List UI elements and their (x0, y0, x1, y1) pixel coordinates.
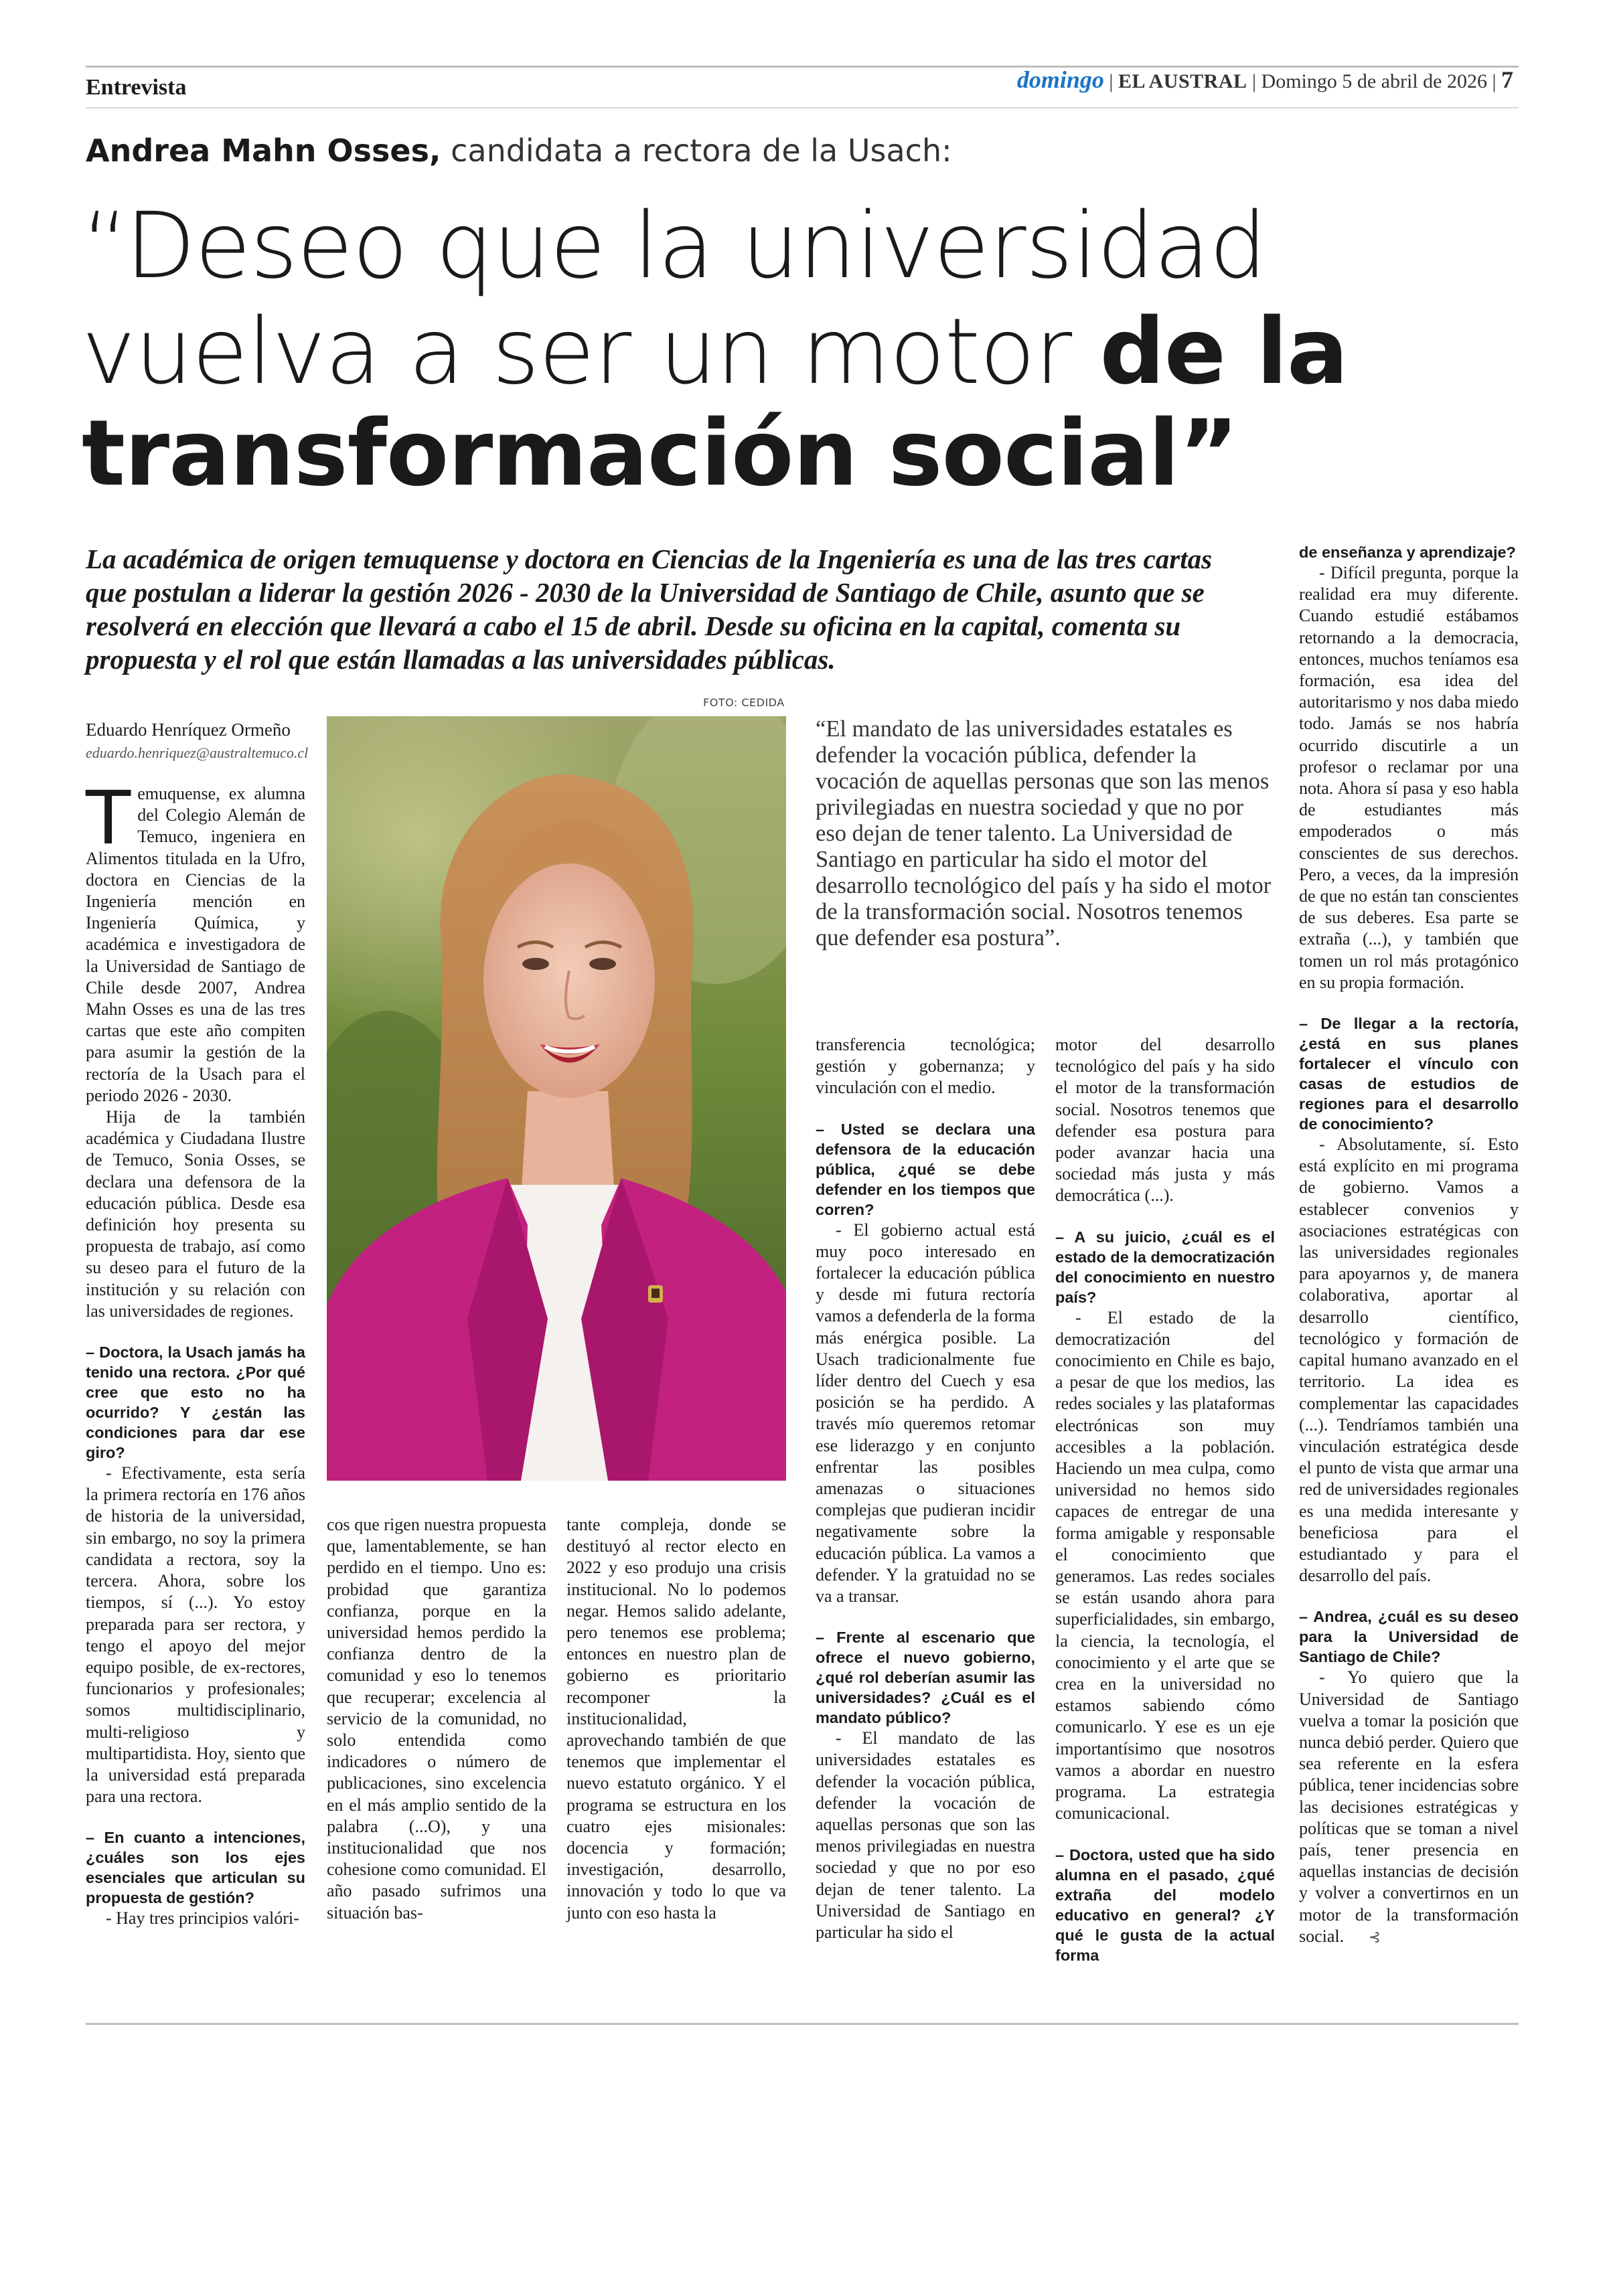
section-label: Entrevista (86, 75, 187, 100)
kicker-role: candidata a rectora de la Usach: (441, 133, 952, 169)
body-column-5 (1055, 1034, 1275, 1965)
body-paragraph: motor del desarrollo tecnológico del país y ha sido el motor de la transformación social. Nosotros tenemos que defender esa postura para poder avanzar hacia una sociedad más justa y más democrática (...). (1055, 1035, 1275, 1206)
interview-question: – Frente al escenario que ofrece el nuevo gobierno, ¿qué rol deberían asumir las universidades? ¿Cuál es el mandato público? (816, 1629, 1035, 1727)
author-email: eduardo.henriquez@australtemuco.cl (86, 744, 309, 761)
body-paragraph: tante compleja, donde se destituyó al rector electo en 2022 y eso produjo una crisis institucional. No lo podemos negar. Hemos salido adelante, pero tenemos ese problema; entonces en nuestro plan de gobierno es prioritario recomponer la institucionalidad, aprovechando también de que tenemos que implementar el nuevo estatuto orgánico. Y el programa se estructura en los cuatro ejes misionales: docencia y formación; investigación, desarrollo, innovación y todo lo que va junto con eso hasta la (566, 1515, 786, 1922)
interview-question: de enseñanza y aprendizaje? (1299, 544, 1516, 561)
intro-paragraph (86, 775, 305, 1106)
brand-domingo: domingo (1016, 66, 1104, 93)
headline-bold-text: transformación social” (82, 401, 1239, 507)
interview-question: – En cuanto a intenciones, ¿cuáles son los ejes esenciales que articulan su propuesta de gestión? (86, 1829, 305, 1907)
interview-question: – De llegar a la rectoría, ¿está en sus planes fortalecer el vínculo con casas de estudios de regiones para el desarrollo de conocimiento? (1299, 1015, 1519, 1133)
interview-answer: - Absolutamente, sí. Esto está explícito en mi programa de gobierno. Vamos a establecer convenios y asociaciones estratégicas con las universidades regionales para apoyarnos y, de manera colaborativa, aportar al desarrollo científico, tecnológico y formación de capital humano avanzado en el territorio. La idea es complementar las capacidades (...). Tendríamos también una vinculación estratégica desde el punto de vista que armar una red de universidades regionales es una medida interesante y beneficiosa para el estudiantado y para el desarrollo del país. (1299, 1135, 1519, 1586)
interview-answer: - El gobierno actual está muy poco interesado en fortalecer la educación pública y desde mi futura rectoría vamos a defenderla de la forma más enérgica posible. La Usach tradicionalmente fue líder dentro del Cuech y esa posición se ha perdido. A través mío queremos retomar ese liderazgo y en conjunto enfrentar las posibles amenazas o situaciones complejas que pudieran incidir negativamente sobre la educación pública. La vamos a defender. Y la gratuidad no se va a transar. (816, 1220, 1035, 1607)
interview-question: – Andrea, ¿cuál es su deseo para la Universidad de Santiago de Chile? (1299, 1608, 1519, 1666)
headline-line-3 (82, 401, 1239, 507)
photo-credit: FOTO: CEDIDA (703, 696, 785, 709)
body-column-6 (1299, 542, 1519, 1949)
interview-answer: - Difícil pregunta, porque la realidad era muy diferente. Cuando estudié estábamos retornando a la democracia, entonces, muchos teníamos esa formación, esa idea del autoritarismo y nos daba miedo todo. Jamás se nos habría ocurrido discutirle a un profesor o reclamar por una nota. Ahora sí pasa y eso habla de estudiantes más empoderados o más conscientes de sus derechos. Pero, a veces, da la impresión de que no están tan conscientes de sus deberes. Esa parte se extraña (...), y también que tomen un rol más protagónico en su propia formación. (1299, 563, 1519, 992)
page-number: 7 (1501, 66, 1513, 93)
interview-answer: - El mandato de las universidades estatales es defender la vocación pública, defender la vocación de aquellas personas que son las menos privilegiadas en nuestra sociedad y que no por eso dejan de tener talento. La Universidad de Santiago en particular ha sido el (816, 1728, 1035, 1943)
bottom-rule (86, 2023, 1519, 2025)
interview-answer (1299, 1667, 1519, 1949)
final-answer-text: - Yo quiero que la Universidad de Santiago vuelva a tomar la posición que nunca debió perder. Quiero que sea referente en la esfera pública, tener incidencias sobre las decisiones estratégicas y políticas que se toman a nivel país, tener presencia en aquellas instancias de decisión y volver a convertirnos en un motor de la transformación social. (1299, 1667, 1519, 1946)
end-mark-icon: ⊰ (1368, 1929, 1381, 1946)
pull-quote: “El mandato de las universidades estatales es defender la vocación pública, defender la vocación de aquellas personas que son las menos privilegiadas en nuestra sociedad y que no por eso dejan de tener talento. La Universidad de Santiago en particular ha sido el motor del desarrollo tecnológico del país y ha sido el motor de la transformación social. Nosotros tenemos que defender esa postura”. (816, 716, 1272, 951)
interview-question: – Doctora, usted que ha sido alumna en el pasado, ¿qué extraña del modelo educativo en general? ¿Y qué le gusta de la actual forma (1055, 1846, 1275, 1964)
interview-question: – Usted se declara una defensora de la educación pública, ¿qué se debe defender en los tiempos que corren? (816, 1120, 1035, 1218)
intro-text: emuquense, ex alumna del Colegio Alemán de Temuco, ingeniera en Alimentos titulada en la Ufro, doctora en Ciencias de la Ingeniería mención en Ingeniería Química, y académica e investigadora de la Universidad de Santiago de Chile desde 2007, Andrea Mahn Osses es una de las tres cartas que este año compiten para asumir la gestión de la rectoría de la Usach para el periodo 2026 - 2030. (86, 784, 305, 1105)
interview-question: – A su juicio, ¿cuál es el estado de la democratización del conocimiento en nuestro país? (1055, 1228, 1275, 1306)
body-column-2 (327, 1514, 546, 1924)
header-rule (86, 107, 1519, 108)
drop-cap: T (86, 775, 131, 861)
headline-text: “Deseo que la universidad (82, 193, 1267, 299)
kicker-name: Andrea Mahn Osses, (86, 133, 441, 169)
interview-answer: - Hay tres principios valóri- (106, 1908, 299, 1929)
headline-line-1 (82, 193, 1267, 299)
body-paragraph: transferencia tecnológica; gestión y gobernanza; y vinculación con el medio. (816, 1035, 1035, 1098)
interview-question: – Doctora, la Usach jamás ha tenido una rectora. ¿Por qué cree que esto no ha ocurrido? Y ¿están las condiciones para dar ese giro? (86, 1343, 305, 1462)
portrait-illustration (327, 716, 786, 1481)
body-column-4 (816, 1034, 1035, 1943)
body-column-3 (566, 1514, 786, 1924)
headline-text: vuelva a ser un motor (82, 299, 1100, 405)
kicker (86, 133, 952, 169)
author-name: Eduardo Henríquez Ormeño (86, 720, 291, 740)
body-paragraph: cos que rigen nuestra propuesta que, lamentablemente, se han perdido en el tiempo. Uno es: probidad que garantiza confianza, porque en la universidad hemos perdido la confianza dentro de la comunidad y eso lo tenemos que recuperar; excelencia al servicio de la comunidad, no solo entendida como indicadores o número de publicaciones, sino excelencia en el más amplio sentido de la palabra (...O), y una institucionalidad que nos cohesione como comunidad. El año pasado sufrimos una situación bas- (327, 1515, 546, 1922)
issue-date: Domingo 5 de abril de 2026 (1261, 70, 1487, 92)
portrait-photo (327, 716, 786, 1481)
brand-separator: | (1492, 70, 1497, 92)
body-column-1 (86, 775, 305, 1930)
interview-answer: - Efectivamente, esta sería la primera rectoría en 176 años de historia de la universidad, sin embargo, no soy la primera candidata a rectora, soy la tercera. Ahora, sobre los tiempos, sí (...). Yo estoy preparada para ser rectora, y tengo el apoyo del mejor equipo posible, de ex-rectores, funcionarios y profesionales; somos multidisciplinario, multi-religioso y multipartidista. Hoy, siento que la universidad está preparada para una rectora. (86, 1463, 305, 1807)
interview-answer: - El estado de la democratización del conocimiento en Chile es bajo, a pesar de que los medios, las redes sociales y las plataformas electrónicas son muy accesibles a la población. Haciendo un mea culpa, como universidad no hemos sido capaces de entregar de una forma amigable y responsable el conocimiento que generamos. Las redes sociales se están usando ahora para superficialidades, sin embargo, la ciencia, la tecnología, el conocimiento y el arte que se crea en la universidad no estamos sabiendo cómo comunicarlo. Y ese es un eje importantísimo que nosotros vamos a abordar en nuestro programa. La estrategia comunicacional. (1055, 1307, 1275, 1823)
masthead (1017, 66, 1513, 94)
body-paragraph: Hija de la también académica y Ciudadana Ilustre de Temuco, Sonia Osses, se declara una defensora de la educación pública. Desde esa definición hoy presenta su propuesta de trabajo, así como su deseo para el futuro de la institución y su relación con las universidades de regiones. (86, 1107, 305, 1321)
lead-paragraph: La académica de origen temuquense y doctora en Ciencias de la Ingeniería es una de las tres cartas que postulan a liderar la gestión 2026 - 2030 de la Universidad de Santiago de Chile, asunto que se resolverá en elección que llevará a cabo el 15 de abril. Desde su oficina en la capital, comenta su propuesta y el rol que están llamadas a las universidades públicas. (86, 544, 1213, 675)
brand-separator: | (1252, 70, 1257, 92)
headline-line-2 (82, 299, 1348, 405)
brand-separator: | (1109, 70, 1114, 92)
brand-name: EL AUSTRAL (1118, 70, 1247, 92)
headline-bold-text: de la (1099, 299, 1348, 405)
